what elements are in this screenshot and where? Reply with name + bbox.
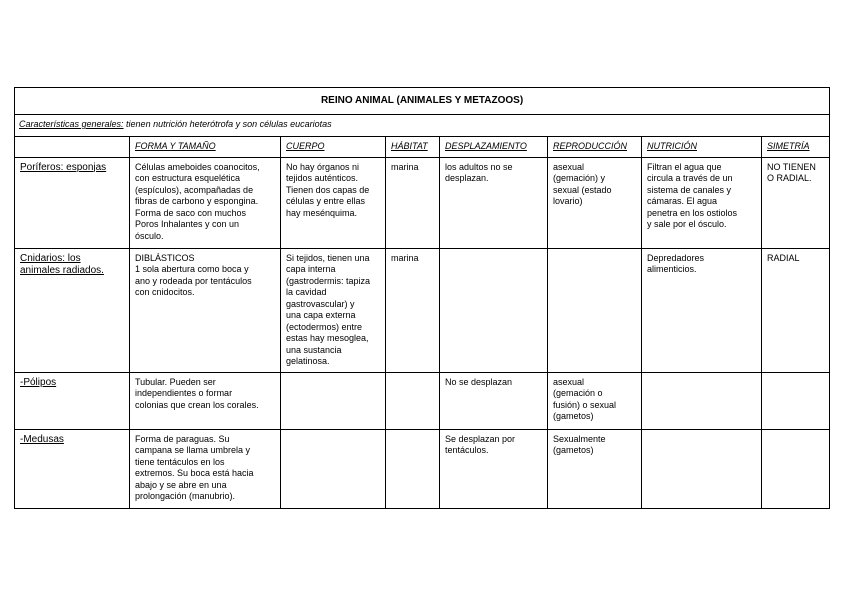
- cell-reproduccion: asexual (gemación) y sexual (estado lovario): [548, 157, 642, 248]
- cell-cuerpo: [281, 429, 386, 508]
- cell-cuerpo: Si tejidos, tienen una capa interna (gastrodermis: tapiza la cavidad gastrovascular) y una capa externa (ectodermos) entre estas hay mesoglea, una sustancia gelatinosa.: [281, 248, 386, 372]
- cell-simetria: [762, 429, 830, 508]
- general-text: tienen nutrición heterótrofa y son células eucariotas: [123, 119, 332, 129]
- table-row: [15, 157, 830, 248]
- cell-desplazamiento: Se desplazan por tentáculos.: [440, 429, 548, 508]
- header-reproduccion: REPRODUCCIÓN: [548, 137, 642, 158]
- general-label: Características generales:: [19, 119, 124, 129]
- cell-desplazamiento: los adultos no se desplazan.: [440, 157, 548, 248]
- cell-forma: DIBLÁSTICOS 1 sola abertura como boca y ano y rodeada por tentáculos con cnidocitos.: [130, 248, 281, 372]
- header-nutricion: NUTRICIÓN: [642, 137, 762, 158]
- table-title: REINO ANIMAL (ANIMALES Y METAZOOS): [15, 88, 830, 115]
- cell-nutricion: [642, 429, 762, 508]
- row-name-polipos: [15, 372, 130, 429]
- cell-forma: Células ameboides coanocitos, con estructura esquelética (espículos), acompañadas de fibras de carbono y espongina. Forma de saco con muchos Poros Inhalantes y con un ósculo.: [130, 157, 281, 248]
- header-cuerpo: CUERPO: [281, 137, 386, 158]
- row-name-poriferos: [15, 157, 130, 248]
- row-name-text: -Medusas: [20, 433, 64, 445]
- cell-simetria: NO TIENEN O RADIAL.: [762, 157, 830, 248]
- header-forma: FORMA Y TAMAÑO: [130, 137, 281, 158]
- row-name-text: -Pólipos: [20, 376, 57, 388]
- cell-forma: Forma de paraguas. Su campana se llama umbrela y tiene tentáculos en los extremos. Su boca está hacia abajo y se abre en una prolongación (manubrio).: [130, 429, 281, 508]
- cell-reproduccion: [548, 248, 642, 372]
- cell-desplazamiento: [440, 248, 548, 372]
- cell-desplazamiento: No se desplazan: [440, 372, 548, 429]
- cell-simetria: [762, 372, 830, 429]
- table-row: [15, 429, 830, 508]
- row-name-medusas: [15, 429, 130, 508]
- cell-simetria: RADIAL: [762, 248, 830, 372]
- header-empty: [15, 137, 130, 158]
- cell-reproduccion: Sexualmente (gametos): [548, 429, 642, 508]
- animal-kingdom-table: [14, 87, 830, 509]
- header-desplazamiento: DESPLAZAMIENTO: [440, 137, 548, 158]
- cell-cuerpo: [281, 372, 386, 429]
- cell-habitat: [386, 372, 440, 429]
- header-row: [15, 137, 830, 158]
- cell-habitat: [386, 429, 440, 508]
- cell-forma: Tubular. Pueden ser independientes o formar colonias que crean los corales.: [130, 372, 281, 429]
- row-name-cnidarios: [15, 248, 130, 372]
- header-habitat: HÁBITAT: [386, 137, 440, 158]
- row-name-text: Cnidarios: los animales radiados.: [20, 252, 104, 276]
- row-name-text: Poríferos: esponjas: [20, 161, 107, 173]
- general-characteristics: [15, 115, 830, 137]
- cell-nutricion: Depredadores alimenticios.: [642, 248, 762, 372]
- header-simetria: SIMETRÍA: [762, 137, 830, 158]
- cell-nutricion: Filtran el agua que circula a través de un sistema de canales y cámaras. El agua penetra en los ostiolos y sale por el ósculo.: [642, 157, 762, 248]
- cell-habitat: marina: [386, 157, 440, 248]
- table-row: [15, 248, 830, 372]
- table-row: [15, 372, 830, 429]
- cell-habitat: marina: [386, 248, 440, 372]
- cell-cuerpo: No hay órganos ni tejidos auténticos. Tienen dos capas de células y entre ellas hay mesénquima.: [281, 157, 386, 248]
- cell-nutricion: [642, 372, 762, 429]
- cell-reproduccion: asexual (gemación o fusión) o sexual (gametos): [548, 372, 642, 429]
